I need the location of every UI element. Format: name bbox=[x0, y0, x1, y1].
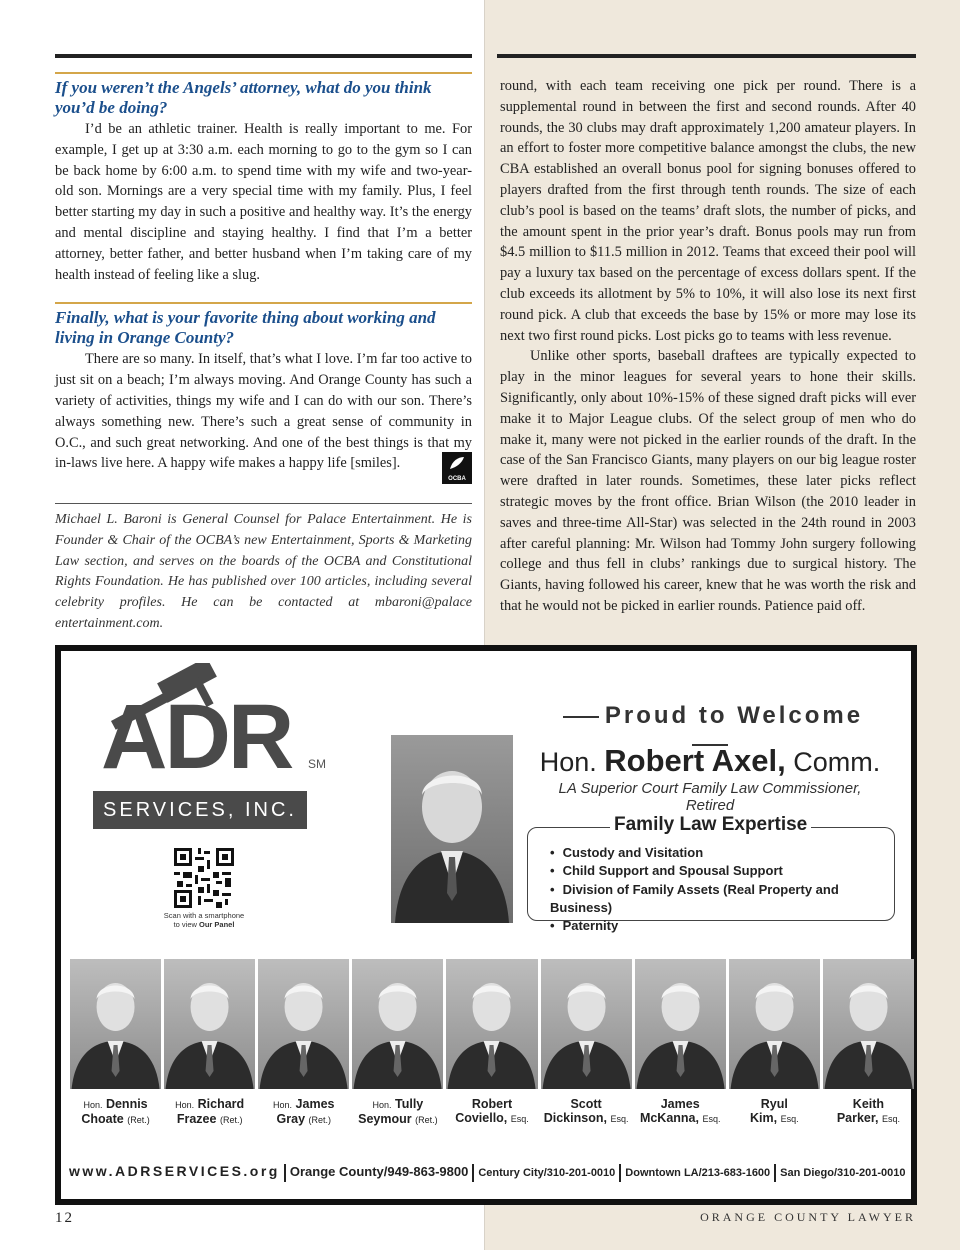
ad-content bbox=[61, 651, 911, 1199]
panel-photo bbox=[729, 959, 820, 1089]
expertise-item: • Custody and Visitation bbox=[550, 844, 894, 862]
panel-names bbox=[70, 1097, 914, 1127]
panel-photo bbox=[70, 959, 161, 1089]
contact-line bbox=[69, 1163, 915, 1182]
expertise-list bbox=[550, 844, 894, 935]
publication-name: ORANGE COUNTY LAWYER bbox=[700, 1210, 916, 1224]
panel-photo bbox=[164, 959, 255, 1089]
adr-logo-subtitle: SERVICES, INC. bbox=[93, 791, 307, 829]
adr-logo-text: ADR bbox=[101, 686, 292, 788]
left-top-rule bbox=[55, 54, 472, 58]
panel-photo bbox=[635, 959, 726, 1089]
paragraph-1: round, with each team receiving one pick per round. There is a supplemental round in between the first and second rounds. After 40 rounds, the 30 clubs may draft approximately 1,200 amateur players. In an effort to foster more competitive balance amongst the clubs, the new CBA established an overall bonus pool for signing bonuses offered to players drafted from the first through tenth rounds. The size of each club’s pool is based on the teams’ draft slots, the number of picks, and the amount spent in the prior year’s draft. Bonus pools may run from $4.5 million to $11.5 million in 2012. Teams that exceed their pool will pay a luxury tax based on the percentage of excess dollars spent. If the club exceeds its allotment by 5% to 10%, it will also lose its next first round pick. A club that exceeds the base by 15% or more may lose its next two first round picks. Lost picks go to teams with less revenue. bbox=[500, 78, 916, 344]
portrait-silhouette-icon bbox=[823, 959, 914, 1089]
question-rule bbox=[55, 72, 472, 74]
downtown-la-phone[interactable]: Downtown LA/213-683-1600 bbox=[625, 1167, 771, 1179]
panel-name: Keith Parker, Esq. bbox=[836, 1097, 901, 1125]
service-mark: SM bbox=[308, 757, 326, 771]
portrait-silhouette-icon bbox=[164, 959, 255, 1089]
author-bio: Michael L. Baroni is General Counsel for Palace Entertainment. He is Founder & Chair of the OCBA’s new Entertainment, Sports & Marketing Law section, and serves on the boards of the OCBA and Constitutional Rights Foundation. He has published over 100 articles, including several celebrity profiles. He can be contacted at mbaroni@palace entertainment.com. bbox=[55, 512, 472, 631]
portrait-silhouette-icon bbox=[258, 959, 349, 1089]
expertise-box bbox=[527, 814, 895, 934]
panel-photo bbox=[823, 959, 914, 1089]
expertise-item: • Paternity bbox=[550, 917, 894, 935]
right-column bbox=[500, 76, 916, 617]
featured-title: LA Superior Court Family Law Commissioner, Retired bbox=[558, 780, 862, 814]
portrait-silhouette-icon bbox=[635, 959, 726, 1089]
panel-name: Scott Dickinson, Esq. bbox=[543, 1097, 629, 1125]
panel-photo bbox=[352, 959, 443, 1089]
panel-photo bbox=[446, 959, 537, 1089]
portrait-silhouette-icon bbox=[70, 959, 161, 1089]
answer-2: There are so many. In itself, that’s what I love. I’m far too active to just sit on a beach; I’m always moving. And Orange County has such a variety of activities, things my wife and I can do with our son. There’s always something new. There’s such a great sense of community in O.C., and such great networking. And one of the best things is that my in-laws live here. A happy wife makes a happy life [smiles]. bbox=[55, 351, 472, 472]
portrait-silhouette-icon bbox=[391, 735, 513, 923]
ocba-end-mark-label: OCBA bbox=[448, 476, 466, 482]
panel-photo bbox=[258, 959, 349, 1089]
robert-axel-portrait bbox=[391, 735, 513, 923]
panel-name: Ryul Kim, Esq. bbox=[750, 1097, 799, 1125]
ocba-end-mark bbox=[442, 452, 472, 484]
featured-name: Hon. Robert Axel, Comm. bbox=[539, 743, 881, 778]
expertise-item: • Child Support and Spousal Support bbox=[550, 862, 894, 880]
question-rule bbox=[55, 302, 472, 304]
question-2: Finally, what is your favorite thing about working and living in Orange County? bbox=[55, 308, 436, 348]
panel-name: Hon. James Gray (Ret.) bbox=[273, 1097, 335, 1126]
right-top-rule bbox=[497, 54, 916, 58]
panel-photo bbox=[541, 959, 632, 1089]
qr-code-icon[interactable] bbox=[174, 848, 234, 908]
answer-1: I’d be an athletic trainer. Health is really important to me. For example, I get up at 3:30 a.m. each morning to go to the gym so I can be back home by 6:00 a.m. to spend time with my wife and two-year-old son. Mornings are a very special time with my family. Plus, I feel better starting my day in such a positive and healthy way. It’s the energy and mental discipline and staying healthy. I find that I’m a better attorney, better father, and better husband when I’m taking care of my health instead of feeling like a slug. bbox=[55, 121, 472, 283]
paragraph-2: Unlike other sports, baseball draftees are typically expected to play in the minor leagues for several years to hone their skills. Significantly, only about 10%-15% of these signed draft picks will ever make it to Major League clubs. Of the select group of men who do make it, many were not picked in the earlier rounds of the draft. In the case of the San Francisco Giants, many players on our big league roster were drafted in later rounds. Sometimes, these later picks reflect strategic moves by the front office. Brian Wilson (the 2010 leader in saves and three-time All-Star) was selected in the 24th round in 2003 after careful planning: Mr. Wilson had Tommy John surgery following college and thus fell in clubs’ rankings due to surgical history. The Giants, having followed his career, knew that he was worth the risk and that he would not be picked in earlier rounds. Patience paid off. bbox=[500, 348, 916, 614]
century-city-phone[interactable]: Century City/310-201-0010 bbox=[478, 1167, 616, 1179]
welcome-heading: Proud to Welcome bbox=[537, 702, 883, 758]
panel-name: Robert Coviello, Esq. bbox=[455, 1097, 529, 1125]
panel-name: Hon. Richard Frazee (Ret.) bbox=[175, 1097, 245, 1126]
leaf-icon bbox=[448, 455, 466, 471]
expertise-item: • Division of Family Assets (Real Property and Business) bbox=[550, 881, 894, 918]
panel-name: Hon. Dennis Choate (Ret.) bbox=[81, 1097, 150, 1126]
portrait-silhouette-icon bbox=[729, 959, 820, 1089]
page-number: 12 bbox=[55, 1210, 74, 1226]
portrait-silhouette-icon bbox=[541, 959, 632, 1089]
qr-caption: Scan with a smartphone to view Our Panel bbox=[163, 911, 245, 929]
bio-rule bbox=[55, 503, 472, 504]
left-column bbox=[55, 72, 472, 474]
panel-photo-row bbox=[70, 959, 914, 1089]
question-1: If you weren’t the Angels’ attorney, what do you think you’d be doing? bbox=[55, 78, 432, 117]
panel-name: James McKanna, Esq. bbox=[639, 1097, 721, 1125]
expertise-heading: Family Law Expertise bbox=[610, 814, 811, 836]
portrait-silhouette-icon bbox=[352, 959, 443, 1089]
panel-name: Hon. Tully Seymour (Ret.) bbox=[358, 1097, 438, 1126]
oc-phone[interactable]: Orange County/949-863-9800 bbox=[289, 1164, 469, 1179]
website-link[interactable]: www.ADRSERVICES.org bbox=[69, 1163, 280, 1179]
adr-advertisement bbox=[55, 645, 917, 1205]
san-diego-phone[interactable]: San Diego/310-201-0010 bbox=[780, 1167, 906, 1179]
portrait-silhouette-icon bbox=[446, 959, 537, 1089]
